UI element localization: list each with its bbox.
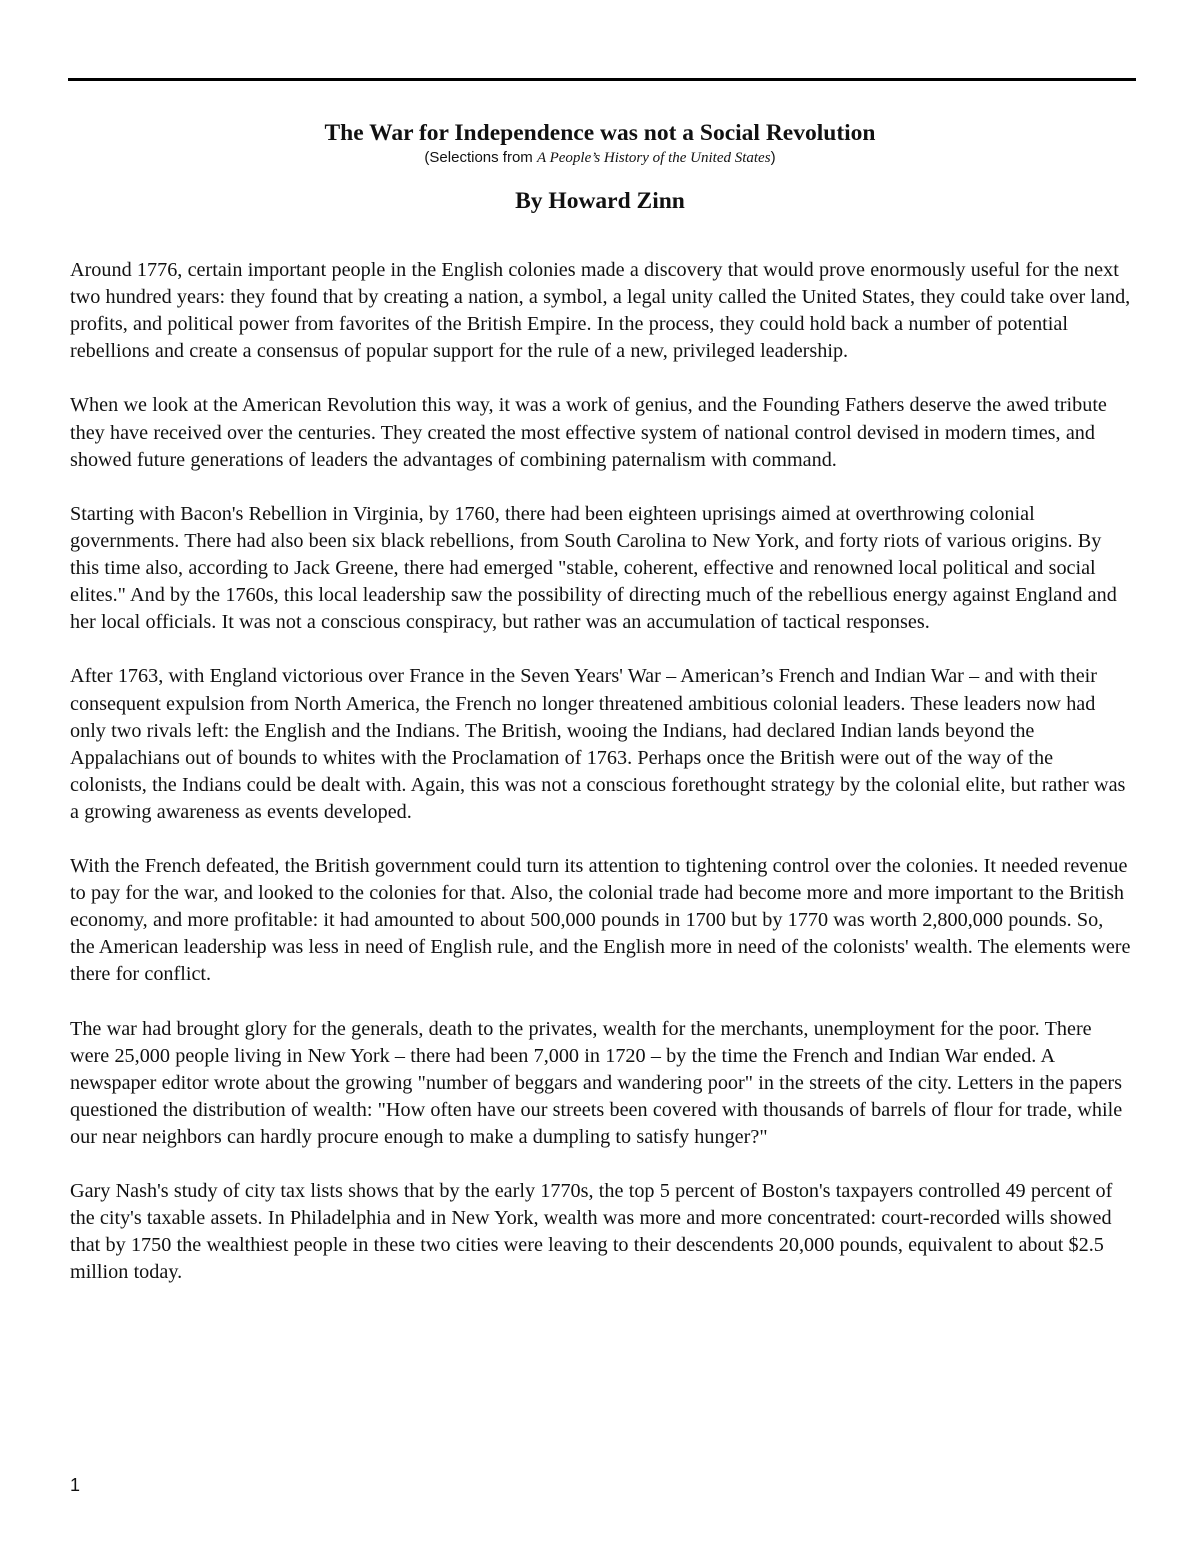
subtitle-prefix: (Selections from <box>424 149 537 166</box>
subtitle-suffix: ) <box>770 149 776 166</box>
paragraph: With the French defeated, the British government could turn its attention to tightening control over the colonies. It needed revenue to pay for the war, and looked to the colonies for that. Also, the colonial trade had become more and more important to the British economy, and more profitable: it had amounted to about 500,000 pounds in 1700 but by 1770 was worth 2,800,000 pounds. So, the American leadership was less in need of English rule, and the English more in need of the colonists' wealth. The elements were there for conflict. <box>70 855 1131 986</box>
paragraph: When we look at the American Revolution this way, it was a work of genius, and the Founding Fathers deserve the awed tribute they have received over the centuries. They created the most effective system of national control devised in modern times, and showed future generations of leaders the advantages of combining paternalism with command. <box>70 394 1107 471</box>
paragraph: The war had brought glory for the generals, death to the privates, wealth for the merchants, unemployment for the poor. There were 25,000 people living in New York – there had been 7,000 in 1720 – by the time the French and Indian War ended. A newspaper editor wrote about the growing "number of beggars and wandering poor" in the streets of the city. Letters in the papers questioned the distribution of wealth: "How often have our streets been covered with thousands of barrels of flour for trade, while our near neighbors can hardly procure enough to make a dumpling to satisfy hunger?" <box>70 1017 1123 1148</box>
document-title: The War for Independence was not a Social Revolution <box>324 120 876 146</box>
document-body <box>70 257 1132 1314</box>
document-subtitle <box>68 148 1132 168</box>
subtitle-book-title: A People’s History of the United States <box>536 150 771 166</box>
paragraph: Around 1776, certain important people in the English colonies made a discovery that would prove enormously useful for the next two hundred years: they found that by creating a nation, a symbol, a legal unity called the United States, they could take over land, profits, and political power from favorites of the British Empire. In the process, they could hold back a number of potential rebellions and create a consensus of popular support for the rule of a new, privileged leadership. <box>70 259 1131 363</box>
paragraph: Starting with Bacon's Rebellion in Virginia, by 1760, there had been eighteen uprisings aimed at overthrowing colonial governments. There had also been six black rebellions, from South Carolina to New York, and forty riots of various origins. By this time also, according to Jack Greene, there had emerged "stable, coherent, effective and renowned local political and social elites." And by the 1760s, this local leadership saw the possibility of directing much of the rebellious energy against England and her local officials. It was not a conscious conspiracy, but rather was an accumulation of tactical responses. <box>70 502 1117 634</box>
paragraph: Gary Nash's study of city tax lists shows that by the early 1770s, the top 5 percent of Boston's taxpayers controlled 49 percent of the city's taxable assets. In Philadelphia and in New York, wealth was more and more concentrated: court-recorded wills showed that by 1750 the wealthiest people in these two cities were leaving to their descendents 20,000 pounds, equivalent to about $2.5 million today. <box>70 1180 1113 1284</box>
top-horizontal-rule <box>68 78 1136 81</box>
paragraph: After 1763, with England victorious over France in the Seven Years' War – American’s French and Indian War – and with their consequent expulsion from North America, the French no longer threatened ambitious colonial leaders. These leaders now had only two rivals left: the English and the Indians. The British, wooing the Indians, had declared Indian lands beyond the Appalachians out of bounds to whites with the Proclamation of 1763. Perhaps once the British were out of the way of the colonists, the Indians could be dealt with. Again, this was not a conscious forethought strategy by the colonial elite, but rather was a growing awareness as events developed. <box>70 665 1126 823</box>
page-number: 1 <box>70 1475 81 1495</box>
document-header <box>68 118 1132 216</box>
document-author: By Howard Zinn <box>515 188 685 214</box>
